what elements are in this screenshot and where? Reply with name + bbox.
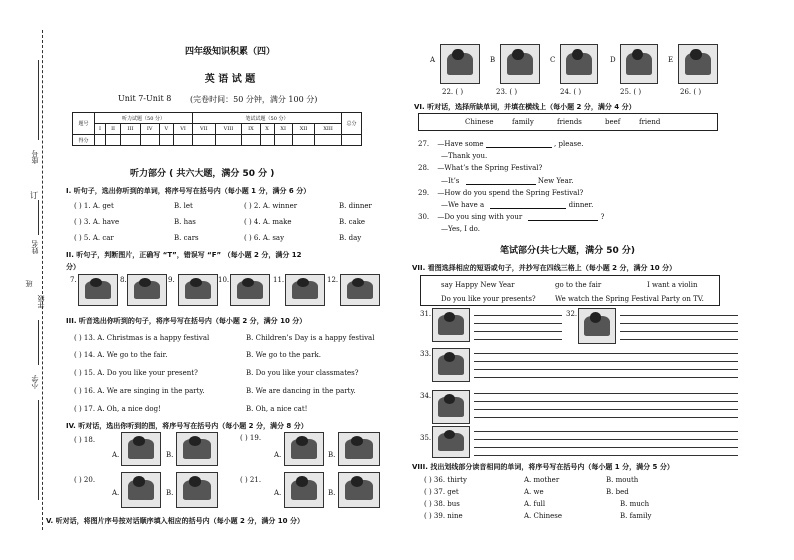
question-number: 32. bbox=[566, 310, 578, 318]
picture-number: 11. bbox=[273, 276, 285, 284]
section-4-heading: IV. 听对话，选出你听到的图，将序号写在括号内（每小题 2 分，满分 8 分） bbox=[66, 422, 308, 430]
option-b: B. mouth bbox=[606, 476, 639, 484]
score-table-numeral-row bbox=[73, 124, 362, 135]
option-b: B. much bbox=[620, 500, 650, 508]
dialog-line bbox=[418, 189, 583, 197]
question-number: 30. bbox=[418, 213, 430, 221]
option-b: B. bed bbox=[606, 488, 629, 496]
answer-blank[interactable]: 26. ( ) bbox=[680, 88, 702, 96]
numeral-cell: VII bbox=[193, 124, 216, 135]
section-3-heading: III. 听音选出你听到的句子，将序号写在括号内（每小题 2 分，满分 10 分） bbox=[66, 317, 307, 325]
dialog-text: —It’s bbox=[441, 177, 460, 185]
score-cell[interactable] bbox=[193, 135, 216, 146]
question-item: ( ) 3. A. have bbox=[74, 218, 120, 226]
exam-meta: (完卷时间：50 分钟，满分 100 分) bbox=[190, 95, 318, 104]
phrase-item: go to the fair bbox=[555, 281, 602, 289]
picture-dumplings bbox=[338, 432, 380, 466]
section-3-row bbox=[74, 369, 384, 379]
question-number: 31. bbox=[420, 310, 432, 318]
section-1-heading: I. 听句子，选出你听到的单词，将序号写在括号内（每小题 1 分，满分 6 分） bbox=[66, 187, 311, 195]
question-item: ( ) 39. nine bbox=[424, 512, 463, 520]
seat-label: 座号 bbox=[31, 150, 39, 164]
phrase-bank bbox=[420, 275, 720, 306]
option-a: A. bbox=[274, 451, 282, 459]
question-item: ( ) 14. A. We go to the fair. bbox=[74, 351, 168, 359]
dialog-text: —Yes, I do. bbox=[441, 225, 480, 233]
dialog-line bbox=[441, 225, 480, 233]
score-cell[interactable] bbox=[95, 135, 106, 146]
dialog-text: —What’s the Spring Festival? bbox=[437, 164, 543, 172]
picture-party bbox=[121, 472, 161, 508]
dialog-text: ? bbox=[600, 213, 605, 221]
option-a: A. Chinese bbox=[524, 512, 562, 520]
question-item: ( ) 2. A. winner bbox=[244, 202, 298, 210]
section-3-row bbox=[74, 405, 384, 415]
school-line bbox=[38, 400, 39, 500]
writing-lines[interactable] bbox=[474, 346, 738, 378]
table-label-no: 题号 bbox=[73, 113, 95, 135]
question-item: ( ) 6. A. say bbox=[244, 234, 285, 242]
picture-letter: A bbox=[430, 56, 436, 64]
option-b: B. cars bbox=[174, 234, 199, 242]
picture-letter: E bbox=[668, 56, 674, 64]
option-a: A. bbox=[274, 489, 282, 497]
section-8-row bbox=[424, 512, 724, 522]
picture-cake bbox=[284, 432, 324, 466]
question-number: 28. bbox=[418, 164, 430, 172]
numeral-cell: IX bbox=[242, 124, 260, 135]
picture-kids bbox=[578, 308, 616, 344]
dialog-text: —Do you sing with your bbox=[437, 213, 523, 221]
picture-letter: D bbox=[610, 56, 616, 64]
picture-number: 10. bbox=[218, 276, 230, 284]
written-col-header: 笔试试题（50 分） bbox=[193, 113, 342, 124]
listening-col-header: 听力试题（50 分） bbox=[95, 113, 193, 124]
section-8-heading: VIII. 找出划线部分读音相同的单词，将序号写在括号内（每小题 1 分，满分 5 分） bbox=[412, 463, 674, 471]
option-a: A. bbox=[112, 451, 120, 459]
unit-range: Unit 7-Unit 8 bbox=[118, 94, 172, 103]
question-item: ( ) 19. bbox=[240, 434, 262, 442]
dialog-text: dinner. bbox=[568, 201, 594, 209]
section-1-row bbox=[74, 202, 384, 212]
fill-blank[interactable] bbox=[486, 140, 552, 148]
picture-gift bbox=[560, 44, 598, 84]
option-b: B. Do you like your classmates? bbox=[246, 369, 359, 377]
question-number: 35. bbox=[420, 434, 432, 442]
option-b: B. has bbox=[174, 218, 196, 226]
word-bank bbox=[418, 113, 718, 131]
fill-blank[interactable] bbox=[490, 201, 566, 209]
section-8-row bbox=[424, 500, 724, 510]
dialog-line bbox=[441, 201, 593, 209]
name-label: 姓名 bbox=[31, 240, 39, 254]
fill-blank[interactable] bbox=[466, 177, 536, 185]
question-item: ( ) 16. A. We are singing in the party. bbox=[74, 387, 205, 395]
option-b: B. dinner bbox=[339, 202, 372, 210]
dialog-line bbox=[441, 177, 574, 185]
picture-violin bbox=[432, 426, 470, 458]
picture-tv-family bbox=[432, 348, 470, 382]
section-2-heading: II. 听句子，判断图片，正确写 “T”，错误写 “F” （每小题 2 分，满分 12 bbox=[66, 251, 302, 259]
section-3-row bbox=[74, 387, 384, 397]
picture-phone-call bbox=[432, 308, 470, 342]
score-cell[interactable] bbox=[315, 135, 342, 146]
section-8-row bbox=[424, 476, 724, 486]
dialog-text: , please. bbox=[554, 140, 584, 148]
picture-computer bbox=[78, 274, 118, 306]
option-b: B. We are dancing in the party. bbox=[246, 387, 356, 395]
order-label: 订 bbox=[30, 191, 38, 200]
question-item: ( ) 20. bbox=[74, 476, 96, 484]
picture-family-dinner bbox=[230, 274, 270, 306]
picture-family-a bbox=[440, 44, 480, 84]
picture-fair bbox=[432, 390, 470, 424]
phrase-item: We watch the Spring Festival Party on TV. bbox=[555, 295, 704, 303]
picture-number: 7. bbox=[70, 276, 77, 284]
picture-family-d bbox=[620, 44, 658, 84]
option-b: B. Oh, a nice cat! bbox=[246, 405, 308, 413]
picture-family-e bbox=[678, 44, 718, 84]
writing-lines[interactable] bbox=[474, 424, 738, 456]
dialog-text: —Have some bbox=[437, 140, 484, 148]
dialog-line bbox=[441, 152, 487, 160]
option-b: B. let bbox=[174, 202, 193, 210]
binding-dashed-line bbox=[42, 30, 43, 530]
school-label: 小学 bbox=[31, 375, 39, 389]
numeral-cell: IV bbox=[140, 124, 159, 135]
exam-subtitle: 英 语 试 题 bbox=[204, 74, 256, 85]
question-number: 29. bbox=[418, 189, 430, 197]
dialog-text: —Thank you. bbox=[441, 152, 488, 160]
score-cell[interactable] bbox=[292, 135, 314, 146]
numeral-cell: III bbox=[121, 124, 141, 135]
dialog-text: —How do you spend the Spring Festival? bbox=[437, 189, 584, 197]
score-cell[interactable] bbox=[174, 135, 193, 146]
picture-tree bbox=[121, 432, 161, 466]
score-cell[interactable] bbox=[215, 135, 242, 146]
score-table-score-row bbox=[73, 135, 362, 146]
option-b: B. bbox=[328, 489, 336, 497]
binding-margin bbox=[0, 0, 50, 560]
word-bank-item: friend bbox=[639, 118, 661, 126]
option-b: B. family bbox=[620, 512, 652, 520]
question-item: ( ) 13. A. Christmas is a happy festival bbox=[74, 334, 210, 342]
question-item: ( ) 17. A. Oh, a nice dog! bbox=[74, 405, 161, 413]
word-bank-item: Chinese bbox=[465, 118, 494, 126]
option-b: B. bbox=[328, 451, 336, 459]
numeral-cell: V bbox=[159, 124, 174, 135]
option-b: B. bbox=[166, 451, 174, 459]
writing-lines[interactable] bbox=[474, 386, 738, 418]
score-cell[interactable] bbox=[159, 135, 174, 146]
score-cell[interactable] bbox=[342, 135, 362, 146]
picture-email bbox=[178, 274, 218, 306]
score-cell[interactable] bbox=[242, 135, 260, 146]
word-bank-item: friends bbox=[557, 118, 582, 126]
answer-blank[interactable]: 22. ( ) bbox=[442, 88, 464, 96]
exam-title: 四年级知识积累（四） bbox=[184, 47, 275, 57]
numeral-cell: XII bbox=[292, 124, 314, 135]
question-item: ( ) 37. get bbox=[424, 488, 459, 496]
total-col-header: 总分 bbox=[342, 113, 362, 135]
class-label: 班 bbox=[25, 280, 33, 287]
phrase-item: say Happy New Year bbox=[441, 281, 515, 289]
picture-number: 9. bbox=[168, 276, 175, 284]
answer-blank[interactable]: 25. ( ) bbox=[620, 88, 642, 96]
fill-blank[interactable] bbox=[528, 213, 598, 221]
question-item: ( ) 18. bbox=[74, 436, 96, 444]
question-item: ( ) 4. A. make bbox=[244, 218, 292, 226]
picture-card bbox=[127, 274, 167, 306]
dialog-line bbox=[418, 213, 604, 221]
score-cell[interactable] bbox=[105, 135, 120, 146]
picture-childrens-day bbox=[285, 274, 325, 306]
option-a: A. bbox=[112, 489, 120, 497]
score-cell[interactable] bbox=[121, 135, 141, 146]
numeral-cell: I bbox=[95, 124, 106, 135]
answer-blank[interactable]: 23. ( ) bbox=[496, 88, 518, 96]
table-label-score: 得分 bbox=[73, 135, 95, 146]
picture-letter: C bbox=[550, 56, 556, 64]
picture-number: 12. bbox=[327, 276, 339, 284]
phrase-item: Do you like your presents? bbox=[441, 295, 536, 303]
dialog-text: New Year. bbox=[537, 177, 574, 185]
question-item: ( ) 36. thirty bbox=[424, 476, 467, 484]
section-1-row bbox=[74, 218, 384, 228]
option-b: B. We go to the park. bbox=[246, 351, 321, 359]
question-number: 27. bbox=[418, 140, 430, 148]
option-a: A. full bbox=[524, 500, 546, 508]
writing-lines[interactable] bbox=[620, 308, 738, 340]
numeral-cell: XIII bbox=[315, 124, 342, 135]
seat-line bbox=[38, 60, 39, 140]
name-line bbox=[38, 200, 39, 235]
numeral-cell: XI bbox=[274, 124, 292, 135]
written-heading: 笔试部分(共七大题，满分 50 分) bbox=[500, 246, 636, 256]
question-number: 34. bbox=[420, 392, 432, 400]
score-cell[interactable] bbox=[274, 135, 292, 146]
numeral-cell: X bbox=[260, 124, 274, 135]
question-item: ( ) 21. bbox=[240, 476, 262, 484]
option-b: B. cake bbox=[339, 218, 366, 226]
numeral-cell: VI bbox=[174, 124, 193, 135]
dialog-line bbox=[418, 140, 583, 148]
option-b: B. day bbox=[339, 234, 362, 242]
section-7-heading: VII. 看图选择相应的短语或句子，并抄写在四线三格上（每小题 2 分，满分 10 分） bbox=[412, 264, 677, 272]
picture-number: 8. bbox=[120, 276, 127, 284]
numeral-cell: II bbox=[105, 124, 120, 135]
section-3-row bbox=[74, 334, 384, 344]
option-b: B. Children’s Day is a happy festival bbox=[246, 334, 375, 342]
question-number: 33. bbox=[420, 350, 432, 358]
word-bank-item: family bbox=[512, 118, 534, 126]
phrase-item: I want a violin bbox=[647, 281, 698, 289]
word-bank-item: beef bbox=[605, 118, 621, 126]
picture-runner bbox=[284, 472, 324, 508]
section-2-heading-cont: 分） bbox=[66, 263, 80, 271]
writing-lines[interactable] bbox=[474, 308, 562, 340]
listening-heading: 听力部分 ( 共六大题，满分 50 分 ) bbox=[130, 169, 275, 179]
section-6-heading: VI. 听对话，选择所缺单词，并填在横线上（每小题 2 分，满分 4 分） bbox=[414, 103, 636, 111]
picture-dancer bbox=[338, 472, 380, 508]
numeral-cell: VIII bbox=[215, 124, 242, 135]
picture-family-b bbox=[500, 44, 540, 84]
section-3-row bbox=[74, 351, 384, 361]
option-b: B. bbox=[166, 489, 174, 497]
picture-letter: B bbox=[490, 56, 496, 64]
dialog-line bbox=[418, 164, 542, 172]
section-1-row bbox=[74, 234, 384, 244]
section-5-heading: V. 听对话，将图片序号按对话顺序填入相应的括号内（每小题 2 分，满分 10 分） bbox=[46, 517, 304, 525]
question-item: ( ) 38. bus bbox=[424, 500, 460, 508]
score-cell[interactable] bbox=[260, 135, 274, 146]
question-item: ( ) 1. A. get bbox=[74, 202, 114, 210]
grade-label: 年级 bbox=[37, 295, 45, 309]
question-item: ( ) 15. A. Do you like your present? bbox=[74, 369, 198, 377]
picture-sweater bbox=[340, 274, 380, 306]
score-table bbox=[72, 112, 362, 146]
picture-trees bbox=[176, 432, 218, 466]
class-line bbox=[38, 320, 39, 365]
question-item: ( ) 5. A. car bbox=[74, 234, 114, 242]
answer-blank[interactable]: 24. ( ) bbox=[560, 88, 582, 96]
picture-classroom bbox=[176, 472, 218, 508]
section-8-row bbox=[424, 488, 724, 498]
score-cell[interactable] bbox=[140, 135, 159, 146]
option-a: A. mother bbox=[524, 476, 560, 484]
option-a: A. we bbox=[524, 488, 544, 496]
score-table-header-row bbox=[73, 113, 362, 124]
dialog-text: —We have a bbox=[441, 201, 485, 209]
